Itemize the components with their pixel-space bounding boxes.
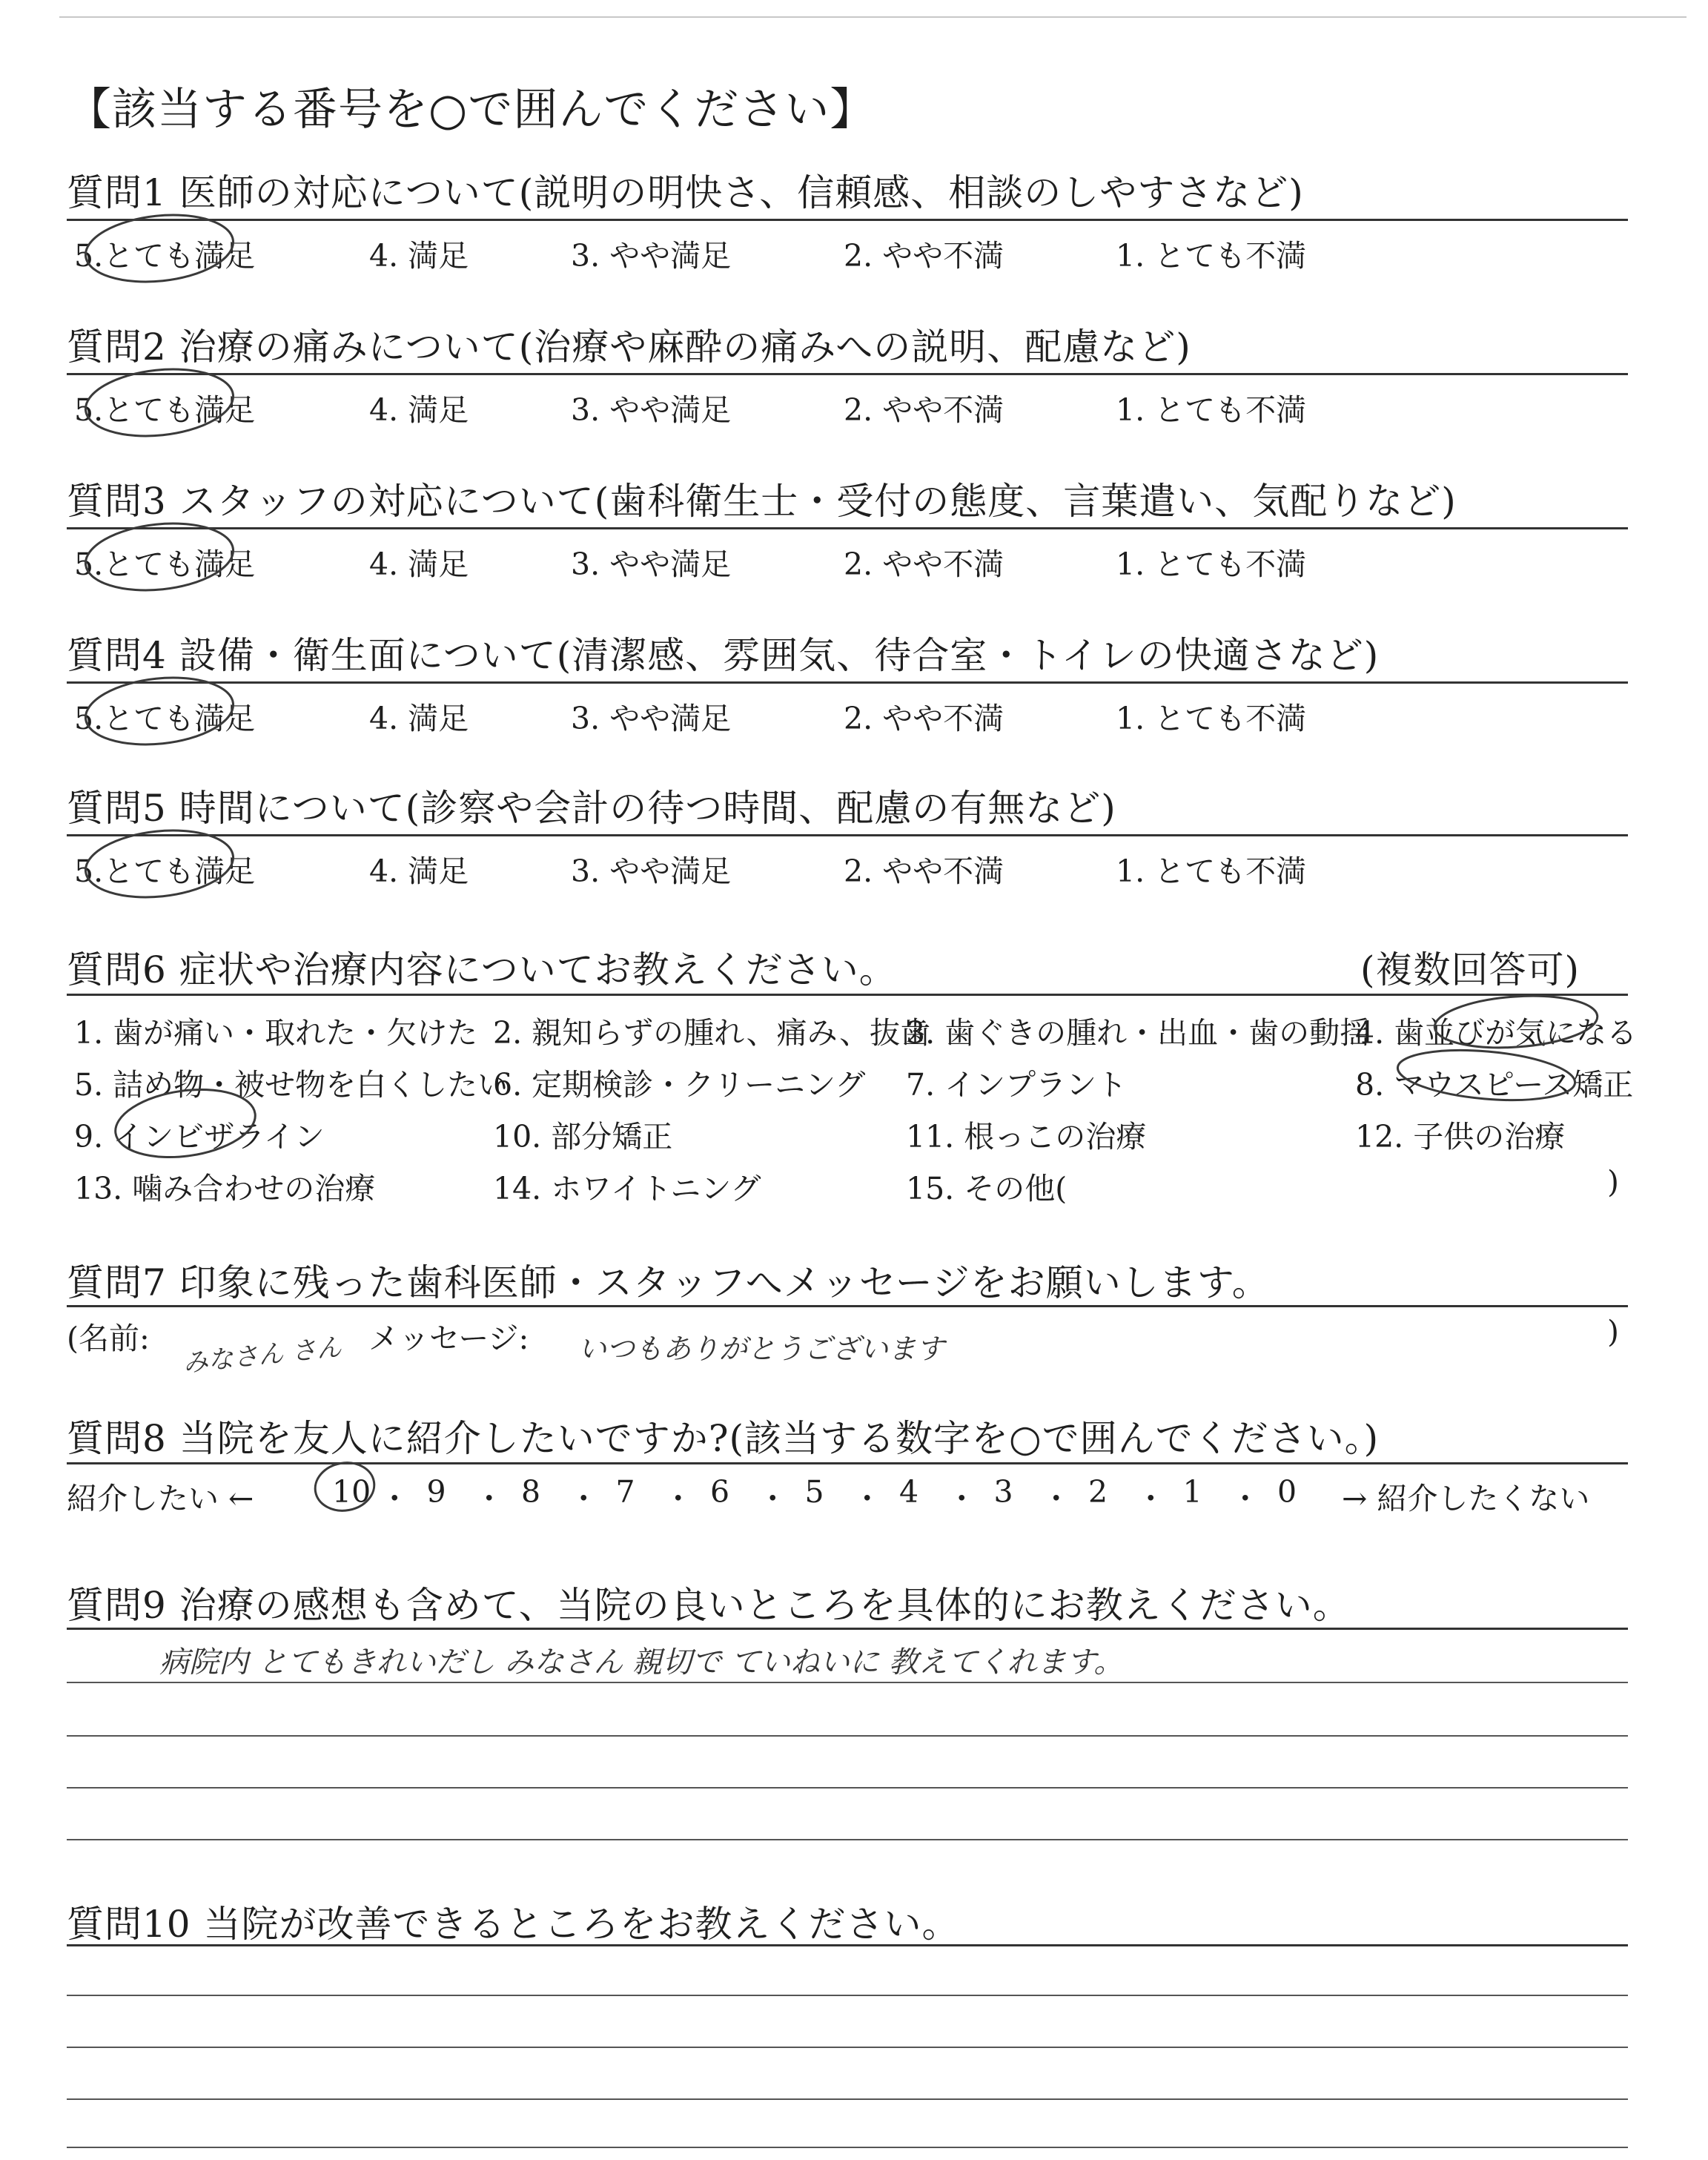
q5-selected-ring bbox=[82, 824, 236, 904]
q2-option-3[interactable]: 3. やや満足 bbox=[571, 392, 732, 428]
q8-scale-1[interactable]: 1 bbox=[1182, 1474, 1202, 1510]
q6-option-11[interactable]: 11. 根っこの治療 bbox=[906, 1119, 1147, 1155]
q8-scale-dot: ・ bbox=[1135, 1481, 1166, 1516]
q8-scale-dot: ・ bbox=[474, 1481, 505, 1516]
q6-selected-ring-8 bbox=[1396, 1044, 1578, 1107]
q6-selected-ring-4 bbox=[1433, 991, 1599, 1052]
q1-option-4[interactable]: 4. 満足 bbox=[369, 238, 469, 274]
q8-scale-dot: ・ bbox=[1041, 1481, 1072, 1516]
q6-option-14[interactable]: 14. ホワイトニング bbox=[493, 1171, 761, 1206]
q2-option-4[interactable]: 4. 満足 bbox=[369, 392, 469, 428]
q4-option-5[interactable]: 5.とても満足 bbox=[74, 701, 256, 736]
q5-option-4[interactable]: 4. 満足 bbox=[369, 853, 469, 889]
q6-option-12[interactable]: 12. 子供の治療 bbox=[1355, 1119, 1566, 1155]
q1-option-3[interactable]: 3. やや満足 bbox=[571, 238, 732, 274]
q4-option-2[interactable]: 2. やや不満 bbox=[844, 701, 1004, 736]
q8-scale-dot: ・ bbox=[757, 1481, 788, 1516]
q8-scale-dot: ・ bbox=[946, 1481, 977, 1516]
q10-title: 質問10 当院が改善できるところをお教えください。 bbox=[67, 1903, 960, 1946]
q8-left-label: 紹介したい ← bbox=[67, 1481, 254, 1516]
q6-option-8[interactable]: 8. マウスピース矯正 bbox=[1355, 1067, 1634, 1103]
q9-answer[interactable]: 病院内 とてもきれいだし みなさん 親切で ていねいに 教えてくれます。 bbox=[159, 1645, 1124, 1680]
q5-option-2[interactable]: 2. やや不満 bbox=[844, 853, 1004, 889]
q6-option-2[interactable]: 2. 親知らずの腫れ、痛み、抜歯 bbox=[493, 1015, 931, 1051]
q8-scale-dot: ・ bbox=[1230, 1481, 1261, 1516]
q9-title: 質問9 治療の感想も含めて、当院の良いところを具体的にお教えください。 bbox=[67, 1584, 1351, 1627]
q3-title: 質問3 スタッフの対応について(歯科衛生士・受付の態度、言葉遣い、気配りなど) bbox=[67, 480, 1457, 523]
q3-option-3[interactable]: 3. やや満足 bbox=[571, 546, 732, 582]
q4-title: 質問4 設備・衛生面について(清潔感、雰囲気、待合室・トイレの快適さなど) bbox=[67, 634, 1380, 677]
q6-option-13[interactable]: 13. 噛み合わせの治療 bbox=[74, 1171, 376, 1206]
q1-option-2[interactable]: 2. やや不満 bbox=[844, 238, 1004, 274]
q6-title: 質問6 症状や治療内容についてお教えください。 bbox=[67, 948, 897, 991]
q6-option-9[interactable]: 9. インビザライン bbox=[74, 1119, 325, 1155]
q6-note: (複数回答可) bbox=[1360, 948, 1580, 991]
q8-scale-10[interactable]: 10 bbox=[332, 1474, 371, 1510]
q6-option-3[interactable]: 3. 歯ぐきの腫れ・出血・歯の動揺 bbox=[906, 1015, 1371, 1051]
instruction-heading: 【該当する番号を○で囲んでください】 bbox=[67, 84, 875, 136]
q7-title: 質問7 印象に残った歯科医師・スタッフへメッセージをお願いします。 bbox=[67, 1261, 1270, 1304]
q8-scale-dot: ・ bbox=[568, 1481, 599, 1516]
q6-option-6[interactable]: 6. 定期検診・クリーニング bbox=[493, 1067, 866, 1103]
q8-scale-8[interactable]: 8 bbox=[521, 1474, 541, 1510]
q8-scale-0[interactable]: 0 bbox=[1277, 1474, 1297, 1510]
q3-selected-ring bbox=[82, 517, 236, 597]
q6-option-10[interactable]: 10. 部分矯正 bbox=[493, 1119, 673, 1155]
q8-scale-dot: ・ bbox=[663, 1481, 694, 1516]
q8-title: 質問8 当院を友人に紹介したいですか?(該当する数字を○で囲んでください。) bbox=[67, 1417, 1380, 1460]
q4-option-1[interactable]: 1. とても不満 bbox=[1116, 701, 1307, 736]
q5-title: 質問5 時間について(診察や会計の待つ時間、配慮の有無など) bbox=[67, 787, 1116, 830]
q1-selected-ring bbox=[82, 208, 236, 288]
q7-name-label: (名前: bbox=[67, 1321, 150, 1356]
q8-scale-9[interactable]: 9 bbox=[426, 1474, 446, 1510]
q8-right-label: → 紹介したくない bbox=[1342, 1481, 1590, 1516]
q8-scale-dot: ・ bbox=[379, 1481, 410, 1516]
q1-option-5[interactable]: 5.とても満足 bbox=[74, 238, 256, 274]
q8-scale-2[interactable]: 2 bbox=[1088, 1474, 1108, 1510]
q6-option-7[interactable]: 7. インプラント bbox=[906, 1067, 1128, 1103]
q8-scale-4[interactable]: 4 bbox=[899, 1474, 919, 1510]
q3-option-2[interactable]: 2. やや不満 bbox=[844, 546, 1004, 582]
q8-scale-6[interactable]: 6 bbox=[710, 1474, 730, 1510]
q4-selected-ring bbox=[82, 671, 236, 751]
q7-message-label: メッセージ: bbox=[368, 1321, 529, 1356]
q3-option-5[interactable]: 5.とても満足 bbox=[74, 546, 256, 582]
q8-scale-5[interactable]: 5 bbox=[804, 1474, 824, 1510]
q7-close: ) bbox=[1607, 1314, 1619, 1350]
q2-option-1[interactable]: 1. とても不満 bbox=[1116, 392, 1307, 428]
q5-option-5[interactable]: 5.とても満足 bbox=[74, 853, 256, 889]
q2-selected-ring bbox=[82, 363, 236, 443]
q6-option-4[interactable]: 4. 歯並びが気になる bbox=[1355, 1015, 1638, 1051]
q7-message-value[interactable]: いつもありがとうございます bbox=[578, 1332, 945, 1365]
q3-option-1[interactable]: 1. とても不満 bbox=[1116, 546, 1307, 582]
q8-scale-3[interactable]: 3 bbox=[993, 1474, 1013, 1510]
q2-title: 質問2 治療の痛みについて(治療や麻酔の痛みへの説明、配慮など) bbox=[67, 326, 1191, 369]
q2-option-2[interactable]: 2. やや不満 bbox=[844, 392, 1004, 428]
q1-title: 質問1 医師の対応について(説明の明快さ、信頼感、相談のしやすさなど) bbox=[67, 171, 1304, 214]
q6-selected-ring-9 bbox=[111, 1081, 259, 1166]
q4-option-3[interactable]: 3. やや満足 bbox=[571, 701, 732, 736]
q8-scale-7[interactable]: 7 bbox=[615, 1474, 635, 1510]
q6-option-1[interactable]: 1. 歯が痛い・取れた・欠けた bbox=[74, 1015, 478, 1051]
q7-name-value[interactable]: みなさん さん bbox=[181, 1332, 343, 1379]
q4-option-4[interactable]: 4. 満足 bbox=[369, 701, 469, 736]
q8-scale-dot: ・ bbox=[852, 1481, 883, 1516]
q3-option-4[interactable]: 4. 満足 bbox=[369, 546, 469, 582]
q6-option-15[interactable]: 15. その他( bbox=[906, 1171, 1068, 1206]
q6-option-5[interactable]: 5. 詰め物・被せ物を白くしたい bbox=[74, 1067, 509, 1103]
q8-selected-ring bbox=[311, 1459, 378, 1516]
q6-other-close: ) bbox=[1607, 1164, 1619, 1200]
q2-option-5[interactable]: 5.とても満足 bbox=[74, 392, 256, 428]
q5-option-3[interactable]: 3. やや満足 bbox=[571, 853, 732, 889]
q1-option-1[interactable]: 1. とても不満 bbox=[1116, 238, 1307, 274]
q5-option-1[interactable]: 1. とても不満 bbox=[1116, 853, 1307, 889]
